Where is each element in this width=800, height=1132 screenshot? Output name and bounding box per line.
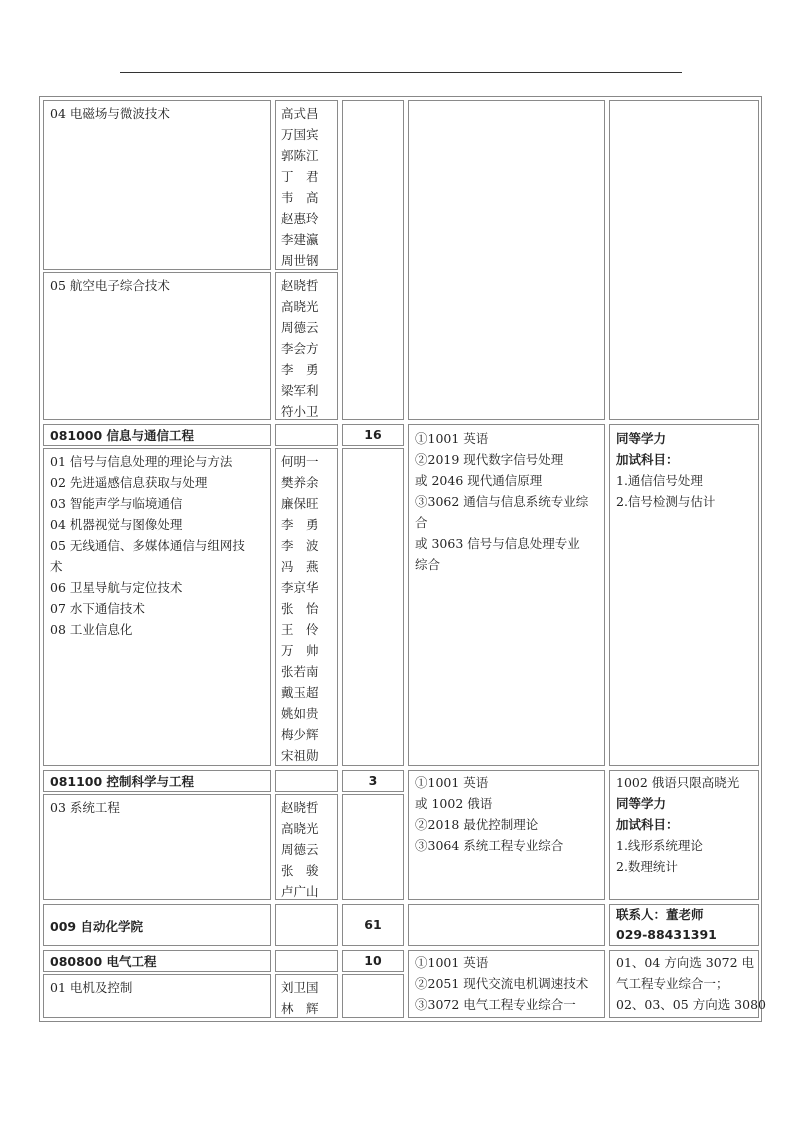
notes-081000 [609,424,759,766]
advisor-name: 何明一 [281,454,319,469]
direction-05: 05 航空电子综合技术 [43,272,271,420]
exam-item: ①1001 英语 [415,431,489,446]
advisor-name: 李 波 [281,538,319,553]
advisor-name: 姚如贵 [281,706,319,721]
direction-item: 02 先进遥感信息获取与处理 [50,475,208,490]
advisor-name: 高式昌 [281,106,319,121]
advisor-name: 林 辉 [281,1001,319,1016]
advisor-name: 宋祖勋 [281,748,319,763]
exam-item: ③3062 通信与信息系统专业综 [415,494,589,509]
program-title-080800: 080800 电气工程 [43,950,271,972]
advisor-name: 赵晓哲 [281,278,319,293]
exam-item: ②2018 最优控制理论 [415,817,539,832]
advisor-list-081100 [275,794,338,900]
advisor-list-05 [275,272,338,420]
advisor-name: 廉保旺 [281,496,319,511]
notes-item: 1002 俄语只限高晓光 [616,775,740,790]
enrollment-count-009: 61 [342,904,404,946]
advisor-name: 万国宾 [281,127,319,142]
advisor-name: 刘卫国 [281,980,319,995]
advisor-name: 李建瀛 [281,232,319,247]
notes-heading: 加试科目： [616,452,679,467]
advisor-name: 戴玉超 [281,685,319,700]
notes-heading: 同等学力 [616,796,667,811]
empty-cell [275,950,338,972]
exam-item: ①1001 英语 [415,775,489,790]
exam-subjects-080800 [408,950,605,1018]
exam-item: ②2051 现代交流电机调速技术 [415,976,589,991]
advisor-name: 李 勇 [281,517,319,532]
advisor-name: 万 帅 [281,643,319,658]
notes-heading: 同等学力 [616,431,667,446]
empty-cell [342,794,404,900]
notes-item: 2.数理统计 [616,859,678,874]
notes-item: 01、04 方向选 3072 电 [616,955,755,970]
program-title-081100: 081100 控制科学与工程 [43,770,271,792]
empty-cell [342,100,404,420]
contact-phone: 029-88431391 [616,927,717,942]
advisor-name: 张 怡 [281,601,319,616]
empty-cell [342,448,404,766]
direction-item: 03 智能声学与临境通信 [50,496,183,511]
school-title-009: 009 自动化学院 [43,904,271,946]
header-rule [120,72,682,73]
notes-080800 [609,950,766,1018]
advisor-name: 赵晓哲 [281,800,319,815]
empty-cell [609,100,759,420]
program-title-081000: 081000 信息与通信工程 [43,424,271,446]
notes-item: 气工程专业综合一； [616,976,729,991]
advisor-name: 韦 高 [281,190,319,205]
notes-081100 [609,770,759,900]
empty-cell [342,974,404,1018]
advisor-list-080800 [275,974,338,1018]
advisor-name: 张 骏 [281,863,319,878]
advisor-name: 梁军利 [281,383,319,398]
contact-person: 联系人：董老师 [616,907,704,922]
exam-item: 或 2046 现代通信原理 [415,473,543,488]
exam-subjects-081100 [408,770,605,900]
notes-item: 1.通信信号处理 [616,473,703,488]
notes-item: 2.信号检测与估计 [616,494,716,509]
exam-item: ③3072 电气工程专业综合一 [415,997,576,1012]
exam-subjects-081000 [408,424,605,766]
advisor-name: 周德云 [281,320,319,335]
exam-item: 或 1002 俄语 [415,796,493,811]
empty-cell [408,904,605,946]
notes-item: 1.线形系统理论 [616,838,703,853]
advisor-name: 王 伶 [281,622,319,637]
direction-item: 05 无线通信、多媒体通信与组网技 [50,538,245,553]
advisor-name: 冯 燕 [281,559,319,574]
direction-item: 08 工业信息化 [50,622,133,637]
advisor-name: 梅少辉 [281,727,319,742]
direction-item: 07 水下通信技术 [50,601,145,616]
direction-01: 01 电机及控制 [43,974,271,1018]
advisor-name: 张若南 [281,664,319,679]
advisor-name: 高晓光 [281,299,319,314]
advisor-name: 高晓光 [281,821,319,836]
advisor-name: 周德云 [281,842,319,857]
direction-item: 04 机器视觉与图像处理 [50,517,183,532]
advisor-list-081000 [275,448,338,766]
direction-03: 03 系统工程 [43,794,271,900]
advisor-name: 郭陈江 [281,148,319,163]
advisor-name: 周世钢 [281,253,319,268]
advisor-name: 卢广山 [281,884,319,899]
empty-cell [408,100,605,420]
direction-item: 术 [50,559,63,574]
notes-heading: 加试科目： [616,817,679,832]
direction-list-081000 [43,448,271,766]
notes-item: 02、03、05 方向选 3080 [616,997,766,1012]
direction-item: 06 卫星导航与定位技术 [50,580,183,595]
direction-04: 04 电磁场与微波技术 [43,100,271,270]
exam-item: ②2019 现代数字信号处理 [415,452,564,467]
exam-item: 合 [415,515,428,530]
advisor-name: 丁 君 [281,169,319,184]
enrollment-count-081100: 3 [342,770,404,792]
advisor-name: 赵惠玲 [281,211,319,226]
advisor-name: 李会方 [281,341,319,356]
direction-item: 01 信号与信息处理的理论与方法 [50,454,233,469]
advisor-name: 符小卫 [281,404,319,419]
empty-cell [275,770,338,792]
contact-009 [609,904,759,946]
enrollment-count-081000: 16 [342,424,404,446]
exam-item: ①1001 英语 [415,955,489,970]
exam-item: 或 3063 信号与信息处理专业 [415,536,580,551]
advisor-list-04 [275,100,338,270]
exam-item: ③3064 系统工程专业综合 [415,838,564,853]
enrollment-count-080800: 10 [342,950,404,972]
empty-cell [275,424,338,446]
advisor-name: 李 勇 [281,362,319,377]
advisor-name: 樊养余 [281,475,319,490]
empty-cell [275,904,338,946]
exam-item: 综合 [415,557,441,572]
advisor-name: 李京华 [281,580,319,595]
